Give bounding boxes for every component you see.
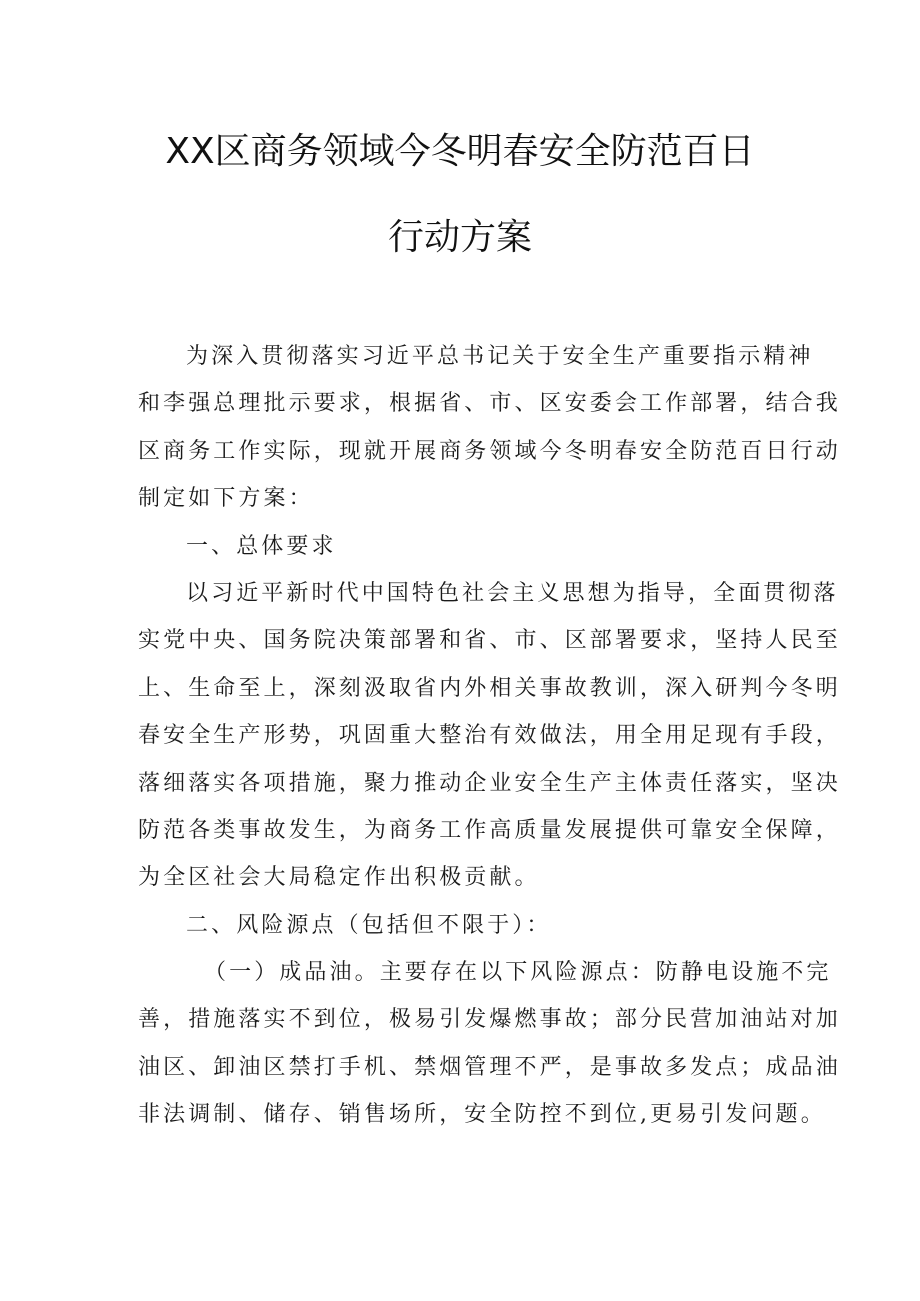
title-line-2: 行动方案 (387, 217, 532, 258)
document-body (138, 333, 841, 1139)
section-1-line: 防范各类事故发生，为商务工作高质量发展提供可靠安全保障， (138, 817, 841, 843)
intro-line: 为深入贯彻落实习近平总书记关于安全生产重要指示精神 (186, 344, 814, 369)
section-1-line: 春安全生产形势，巩固重大整治有效做法，用全用足现有手段， (138, 723, 841, 749)
section-2-item-line: 善，措施落实不到位，极易引发爆燃事故；部分民营加油站对加 (138, 1007, 841, 1033)
intro-line: 和李强总理批示要求，根据省、市、区安委会工作部署，结合我 (138, 391, 841, 417)
section-1-line: 上、生命至上，深刻汲取省内外相关事故教训，深入研判今冬明 (138, 675, 841, 701)
section-1-line: 为全区社会大局稳定作出积极贡献。 (138, 865, 540, 891)
section-1-line: 以习近平新时代中国特色社会主义思想为指导，全面贯彻落 (186, 580, 839, 606)
section-2-item-line: 油区、卸油区禁打手机、禁烟管理不严，是事故多发点；成品油 (138, 1054, 841, 1080)
intro-line: 区商务工作实际，现就开展商务领域今冬明春安全防范百日行动 (138, 438, 841, 464)
intro-line: 制定如下方案： (138, 486, 314, 512)
section-1-heading: 一、总体要求 (186, 533, 337, 559)
document-title (0, 132, 920, 258)
title-line-1: XX区商务领域今冬明春安全防范百日 (165, 131, 755, 172)
section-2-item-line: （一）成品油。主要存在以下风险源点：防静电设施不完 (204, 960, 832, 986)
section-1-line: 实党中央、国务院决策部署和省、市、区部署要求，坚持人民至 (138, 628, 841, 654)
section-2-heading: 二、风险源点（包括但不限于）： (186, 912, 552, 938)
section-2-item-line: 非法调制、储存、销售场所，安全防控不到位,更易引发问题。 (138, 1102, 826, 1128)
section-1-line: 落细落实各项措施，聚力推动企业安全生产主体责任落实，坚决 (138, 770, 841, 796)
